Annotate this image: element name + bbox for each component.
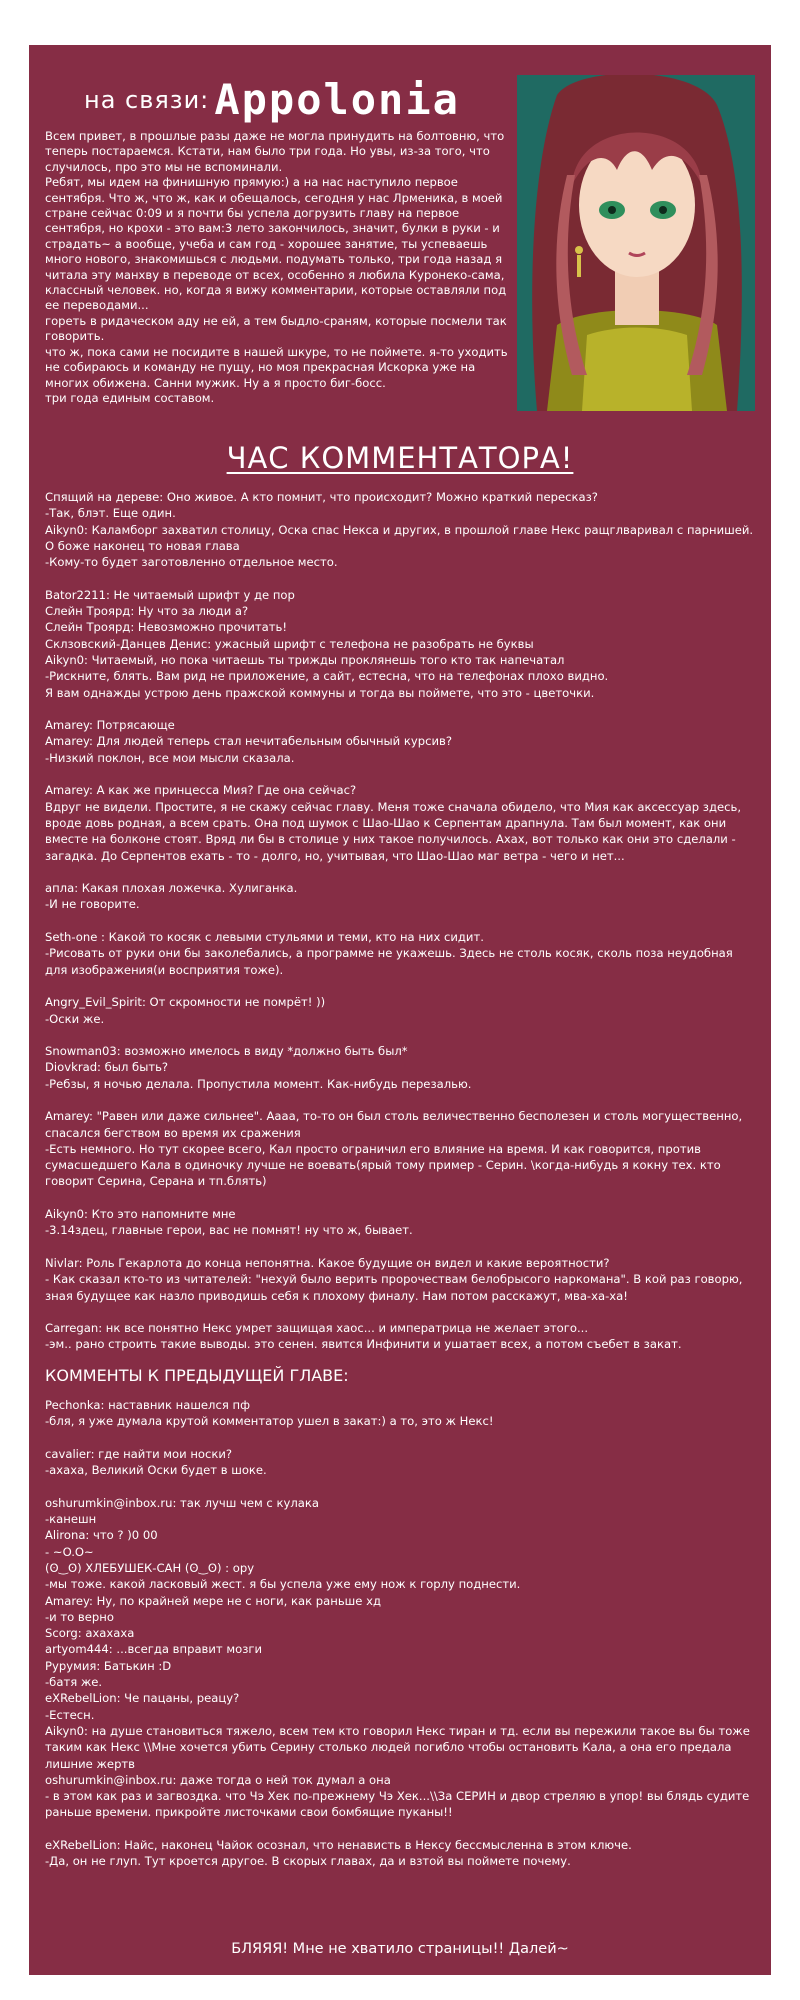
intro-paragraph: что ж, пока сами не посидите в нашей шкуре, то не поймете. я-то уходить не собираюсь и команду не пущу, но моя прекрасная Искорка уже на многих обижена. Санни мужик. Ну а я просто биг-босс. [45, 344, 508, 390]
comment-line: artyom444: ...всегда вправит мозги [45, 1642, 262, 1657]
comment-block [45, 489, 757, 570]
comment-line: -Так, блэт. Еще один. [45, 506, 176, 521]
comment-line: -Ребзы, я ночью делала. Пропустила момент. Как-нибудь перезалью. [45, 1076, 472, 1091]
comment-line: -Естесн. [45, 1707, 95, 1722]
previous-comments [45, 1397, 757, 1870]
current-comments [45, 489, 757, 1353]
comment-line: - в этом как раз и загвоздка. что Чэ Хек по-прежнему Чэ Хек...\\За СЕРИН и двор стреляю в упор! вы блядь судите раньше времени. прикройте листочками свои бомбящие пуканы!! [45, 1789, 750, 1820]
comment-line: Nivlar: Роль Гекарлота до конца непонятна. Какое будущие он видел и какие вероятности? [45, 1255, 610, 1270]
section-heading: ЧАС КОММЕНТАТОРА! [226, 441, 574, 475]
comment-line: Angry_Evil_Spirit: От скромности не помрёт! )) [45, 995, 326, 1010]
comment-line: Scorg: ахахаха [45, 1626, 135, 1641]
intro-text [45, 129, 513, 406]
comment-line: oshurumkin@inbox.ru: даже тогда о ней ток думал а она [45, 1772, 391, 1787]
comment-line: -канешн [45, 1512, 97, 1527]
comment-block [45, 1495, 757, 1821]
comment-block [45, 880, 757, 913]
comment-line: Спящий на дереве: Оно живое. А кто помнит, что происходит? Можно краткий пересказ? [45, 490, 598, 504]
comment-line: Aikyn0: на душе становиться тяжело, всем тем кто говорил Некс тиран и тд. если вы пережили такое вы бы тоже таким как Некс \\Мне хочется убить Серину столько людей погибло чтобы остановить Кала, а она его предала лишние жертв [45, 1723, 750, 1771]
footer-text: БЛЯЯЯ! Мне не хватило страницы!! Далей~ [231, 1941, 569, 1957]
comment-line: Bator2211: Не читаемый шрифт у де пор [45, 587, 295, 602]
comment-line: -Рискните, блять. Вам рид не приложение, а сайт, естесна, что на телефонах плохо видно. [45, 669, 609, 684]
comment-block [45, 717, 757, 766]
comment-line: Слейн Троярд: Ну что за люди а? [45, 604, 249, 619]
comment-line: -бля, я уже думала крутой комментатор ушел в закат:) а то, это ж Некс! [45, 1414, 494, 1429]
comment-line: oshurumkin@inbox.ru: так лучш чем с кулака [45, 1495, 319, 1510]
comment-line: -батя же. [45, 1675, 103, 1690]
comment-line: Aikyn0: Кто это напомните мне [45, 1207, 236, 1222]
comment-line: Рурумия: Батькин :D [45, 1658, 172, 1673]
comment-line: -ахаха, Великий Оски будет в шоке. [45, 1463, 267, 1478]
comment-line: -Оски же. [45, 1011, 105, 1026]
comment-block [45, 1446, 757, 1479]
comment-line: -3.14здец, главные герои, вас не помнят! ну что ж, бывает. [45, 1223, 413, 1238]
comment-line: -Да, он не глуп. Тут кроется другое. В скорых главах, да и взтой вы поймете почему. [45, 1854, 571, 1869]
comment-line: апла: Какая плохая ложечка. Хулиганка. [45, 881, 298, 896]
comment-line: eXRebelLion: Че пацаны, реацу? [45, 1691, 240, 1706]
comment-line: Слейн Троярд: Невозможно прочитать! [45, 620, 288, 635]
comment-block [45, 782, 757, 863]
comment-line: - Как сказал кто-то из читателей: "нехуй было верить пророчествам белобрысого наркомана". В кой раз говорю, зная будущее как назло приводишь себя к плохому финалу. Нам потом расскажут, мва-ха-ха! [45, 1272, 743, 1303]
comment-line: Я вам однажды устрою день пражской коммуны и тогда вы поймете, что это - цветочки. [45, 685, 595, 700]
comment-line: Склзовский-Данцев Денис: ужасный шрифт с телефона не разобрать не буквы [45, 636, 534, 651]
intro-paragraph: Всем привет, в прошлые разы даже не могла принудить на болтовню, что теперь постараемся. Кстати, нам было три года. Но увы, из-за того, что случилось, про это мы не вспоминали. [45, 129, 505, 174]
comment-line: - ~O.O~ [45, 1544, 94, 1559]
comment-block [45, 1397, 757, 1430]
comment-line: -эм.. рано строить такие выводы. это сенен. явится Инфинити и ушатает всех, а потом съебет в закат. [45, 1337, 682, 1352]
comment-line: -Низкий поклон, все мои мысли сказала. [45, 750, 295, 765]
comment-line: Amarey: Ну, по крайней мере не с ноги, как раньше хд [45, 1593, 381, 1608]
comment-line: Amarey: А как же принцесса Мия? Где она сейчас? [45, 783, 357, 798]
header-title [84, 75, 504, 124]
comment-line: Amarey: Потрясающе [45, 718, 175, 733]
comments-list [45, 489, 757, 1886]
header-prefix: на связи: [84, 86, 210, 114]
comment-line: -мы тоже. какой ласковый жест. я бы успела уже ему нож к горлу поднести. [45, 1577, 521, 1592]
comment-line: Pechonka: наставник нашелся пф [45, 1398, 250, 1413]
comment-line: Amarey: "Равен или даже сильнее". Аааа, то-то он был столь величественно бесполезен и столь могущественно, спасался бегством во время их сражения [45, 1109, 743, 1140]
comment-block [45, 1320, 757, 1353]
anime-girl-portrait-icon [517, 75, 755, 411]
comment-line: Вдруг не видели. Простите, я не скажу сейчас главу. Меня тоже сначала обидело, что Мия как аксессуар здесь, вроде довь родная, а всем срать. Она под шумок с Шао-Шао к Серпентам драпнула. Там был момент, как они вместе на болконе стоят. Вряд ли бы в столице у них такое получилось. Ахах, вот только как они это сделали - загадка. До Серпентов ехать - то - долго, но, учитывая, что Шао-Шао маг ветра - чего и нет... [45, 799, 741, 863]
comment-block [45, 994, 757, 1027]
comment-line: (ʘ‿ʘ) ХЛЕБУШЕК-САН (ʘ‿ʘ) : ору [45, 1561, 255, 1575]
intro-paragraph: три года единым составом. [45, 390, 215, 405]
comment-line: Snowman03: возможно имелось в виду *должно быть был* [45, 1044, 408, 1059]
comment-block [45, 1255, 757, 1304]
comment-line: -Кому-то будет заготовленно отдельное место. [45, 555, 338, 570]
comment-block [45, 1206, 757, 1239]
comment-line: Aikyn0: Читаемый, но пока читаешь ты трижды проклянешь того кто так напечатал [45, 652, 565, 667]
comment-line: -и то верно [45, 1609, 114, 1624]
comment-block [45, 587, 757, 701]
comment-block [45, 1837, 757, 1870]
intro-paragraph: Ребят, мы идем на финишную прямую:) а на нас наступило первое сентября. Что ж, что ж, как и обещалось, сегодня у нас Лрменика, в моей стране сейчас 0:09 и я почти бы успела догрузить главу на первое сентября, но крохи - это вам:3 лето закончилось, значит, булки в руки - и страдать~ а вообще, учеба и сам год - хорошее занятие, ты успеваешь много нового, знакомишься с людьми. подумать только, три года назад я читала эту манхву в переводе от всех, особенно я любила Куронеко-сама, классный человек. но, когда я вижу комментарии, которые оставляли под ее переводами... [45, 175, 507, 313]
comment-line: -И не говорите. [45, 897, 140, 912]
previous-chapter-heading: КОММЕНТЫ К ПРЕДЫДУЩЕЙ ГЛАВЕ: [45, 1366, 349, 1386]
comment-line: Alirona: что ? )0 00 [45, 1528, 158, 1543]
comment-line: eXRebelLion: Найс, наконец Чайок осознал, что ненависть в Нексу бессмысленна в этом ключе. [45, 1838, 632, 1853]
comment-block [45, 1108, 757, 1189]
comment-block [45, 929, 757, 978]
comment-line: Seth-one : Какой то косяк с левыми стульями и теми, кто на них сидит. [45, 930, 484, 945]
comment-line: -Рисовать от руки они бы заколебались, а программе не укажешь. Здесь не столь косяк, сколь поза неудобная для изображения(и восприятия тоже). [45, 946, 733, 977]
intro-paragraph: гореть в ридаческом аду не ей, а тем быдло-сраням, которые посмели так говорить. [45, 313, 507, 344]
comment-line: Diovkrad: был быть? [45, 1060, 169, 1075]
comment-line: -Есть немного. Но тут скорее всего, Кал просто ограничил его влияние на время. И как говорится, против сумасшедшего Кала в одиночку лучше не воевать(ярый тому пример - Серин. \когда-нибудь я кокну тех. кто говорит Серина, Серана и тп.блять) [45, 1141, 721, 1189]
comment-block [45, 1043, 757, 1092]
page-panel [29, 45, 771, 1975]
comment-line: Carregan: нк все понятно Некс умрет защищая хаос... и императрица не желает этого... [45, 1321, 588, 1336]
comment-line: Aikyn0: Каламборг захватил столицу, Оска спас Некса и других, в прошлой главе Некс ращглваривал с парнишей. О боже наконец то новая глава [45, 522, 754, 553]
comment-line: Amarey: Для людей теперь стал нечитабельным обычный курсив? [45, 734, 453, 749]
header-name: Appolonia [214, 75, 460, 124]
comment-line: cavalier: где найти мои носки? [45, 1446, 233, 1461]
